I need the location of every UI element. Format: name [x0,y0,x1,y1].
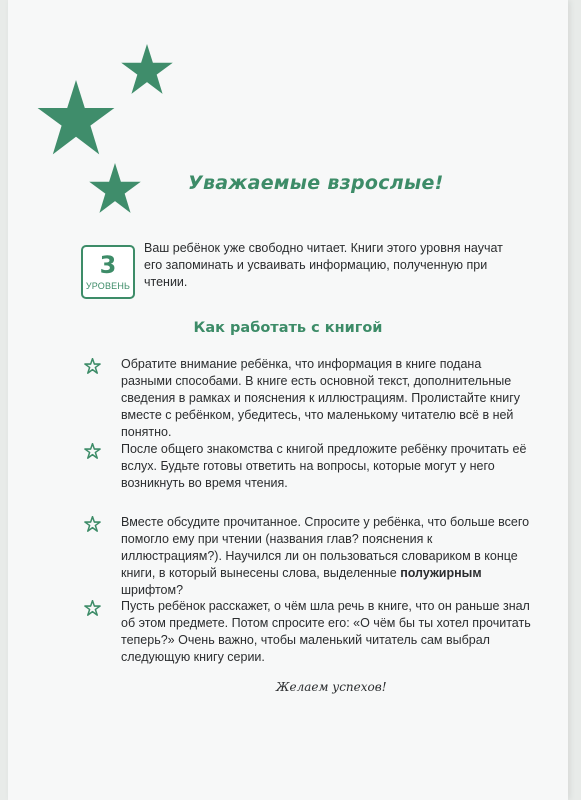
star-bullet-icon [84,358,101,379]
closing-wish: Желаем успехов! [276,680,387,694]
list-item [84,441,534,492]
tip-text-part: шрифтом? [121,583,184,597]
tip-text-part: Вместе обсудите прочитанное. Спросите у ребёнка, что больше всего помогло ему при чтении (названия глав? пояснения к иллюстрациям?). Научился ли он пользоваться словариком в конце книги, в который вынесены слова, выделенные [121,515,530,580]
list-item [84,356,534,441]
bold-word: полужирным [400,566,482,580]
level-badge [81,245,135,299]
tip-text [121,514,534,599]
intro-text: Ваш ребёнок уже свободно читает. Книги этого уровня научат его запоминать и усваивать информацию, полученную при чтении. [144,241,503,289]
tip-text: Обратите внимание ребёнка, что информация в книге подана разными способами. В книге есть основной текст, дополнительные сведения в рамках и пояснения к иллюстрациям. Пролистайте книгу вместе с ребёнком, убедитесь, что маленькому читателю всё в ней понятно. [121,357,521,439]
tip-text: После общего знакомства с книгой предложите ребёнку прочитать её вслух. Будьте готовы ответить на вопросы, которые могут у него возникнуть во время чтения. [121,442,527,490]
document-page [8,0,568,800]
star-bullet-icon [84,516,101,537]
tip-text: Пусть ребёнок расскажет, о чём шла речь в книге, что он раньше знал об этом предмете. Потом спросите его: «О чём бы ты хотел прочитать теперь?» Очень важно, чтобы маленький читатель сам выбрал следующую книгу серии. [121,599,531,664]
list-item [84,514,534,599]
level-number: 3 [99,251,117,279]
star-bullet-icon [84,600,101,621]
star-icon [36,80,116,156]
list-item [84,598,534,666]
page-title: Уважаемые взрослые! [188,172,444,194]
section-title: Как работать с книгой [193,320,383,336]
star-bullet-icon [84,443,101,464]
level-label: УРОВЕНЬ [85,281,131,291]
star-icon [120,44,174,95]
star-icon [88,163,142,214]
